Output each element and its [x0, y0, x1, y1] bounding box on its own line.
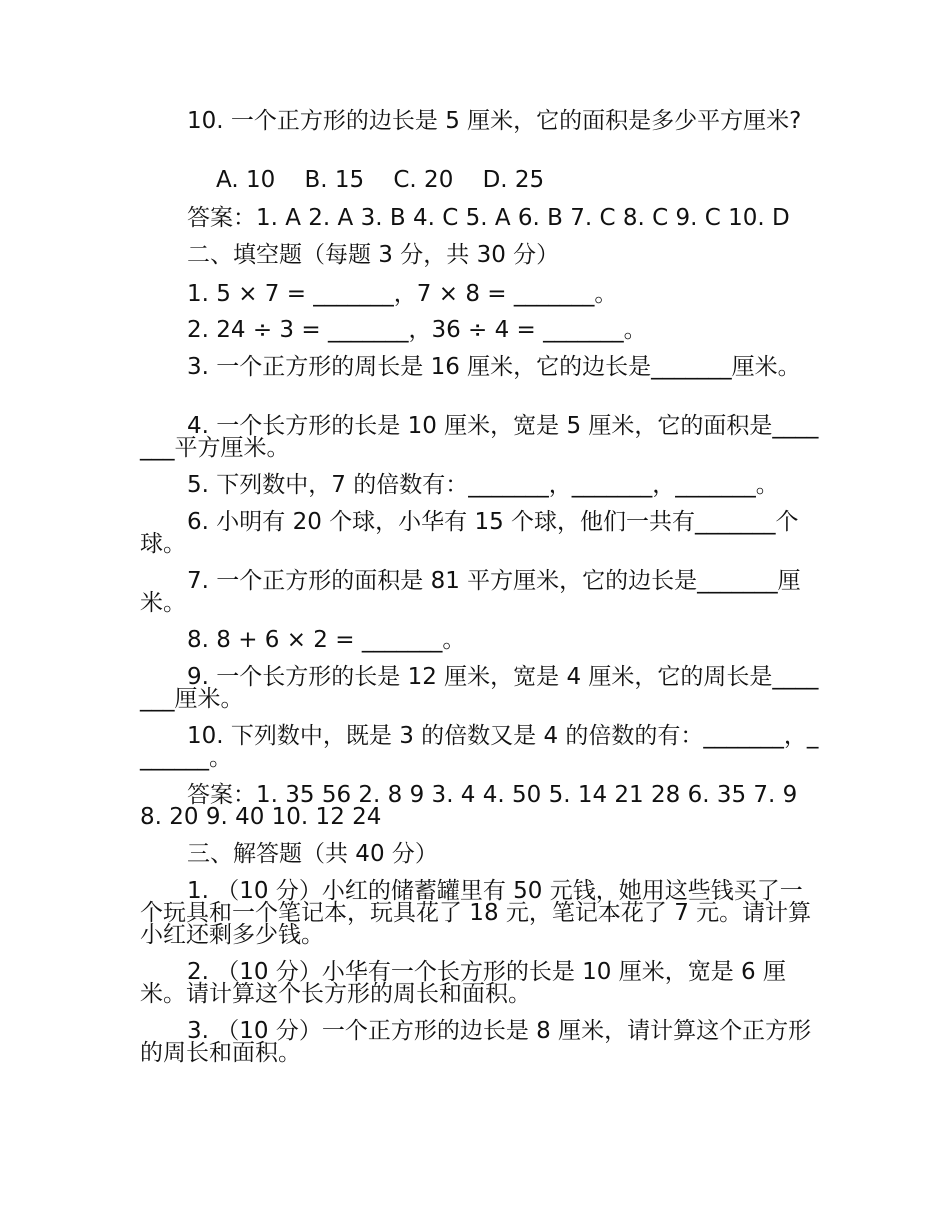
solve-question-2: 2. （10 分）小华有一个长方形的长是 10 厘米，宽是 6 厘米。请计算这个长方形的周长和面积。 [140, 959, 786, 1007]
solve-question-3: 3. （10 分）一个正方形的边长是 8 厘米，请计算这个正方形的周长和面积。 [140, 1018, 812, 1066]
solve-question-1: 1. （10 分）小红的储蓄罐里有 50 元钱，她用这些钱买了一个玩具和一个笔记本，玩具花了 18 元，笔记本花了 7 元。请计算小红还剩多少钱。 [140, 878, 812, 948]
question-10: 10. 一个正方形的边长是 5 厘米，它的面积是多少平方厘米? [187, 108, 802, 134]
section-3-heading: 三、解答题（共 40 分） [187, 841, 438, 867]
fill-question-5: 5. 下列数中，7 的倍数有：_______，_______，_______。 [187, 472, 779, 498]
fill-question-9: 9. 一个长方形的长是 12 厘米，宽是 4 厘米，它的周长是_______厘米。 [140, 664, 819, 712]
fill-question-6: 6. 小明有 20 个球，小华有 15 个球，他们一共有_______个球。 [140, 509, 799, 557]
fill-question-10: 10. 下列数中，既是 3 的倍数又是 4 的倍数的有：_______，_______。 [140, 723, 819, 771]
section-2-heading: 二、填空题（每题 3 分，共 30 分） [187, 242, 560, 268]
question-10-options: A. 10 B. 15 C. 20 D. 25 [216, 167, 545, 193]
fill-question-1: 1. 5 × 7 = _______，7 × 8 = _______。 [187, 281, 618, 307]
fill-question-4: 4. 一个长方形的长是 10 厘米，宽是 5 厘米，它的面积是_______平方厘米。 [140, 413, 819, 461]
fill-question-7: 7. 一个正方形的面积是 81 平方厘米，它的边长是_______厘米。 [140, 568, 801, 616]
choice-answer-key: 答案：1. A 2. A 3. B 4. C 5. A 6. B 7. C 8. C 9. C 10. D [187, 205, 790, 231]
fill-question-3: 3. 一个正方形的周长是 16 厘米，它的边长是_______厘米。 [187, 354, 801, 380]
fill-question-8: 8. 8 + 6 × 2 = _______。 [187, 627, 466, 653]
fill-question-2: 2. 24 ÷ 3 = _______，36 ÷ 4 = _______。 [187, 317, 647, 343]
fill-answer-key: 答案：1. 35 56 2. 8 9 3. 4 4. 50 5. 14 21 28 6. 35 7. 9 8. 20 9. 40 10. 12 24 [140, 782, 798, 830]
